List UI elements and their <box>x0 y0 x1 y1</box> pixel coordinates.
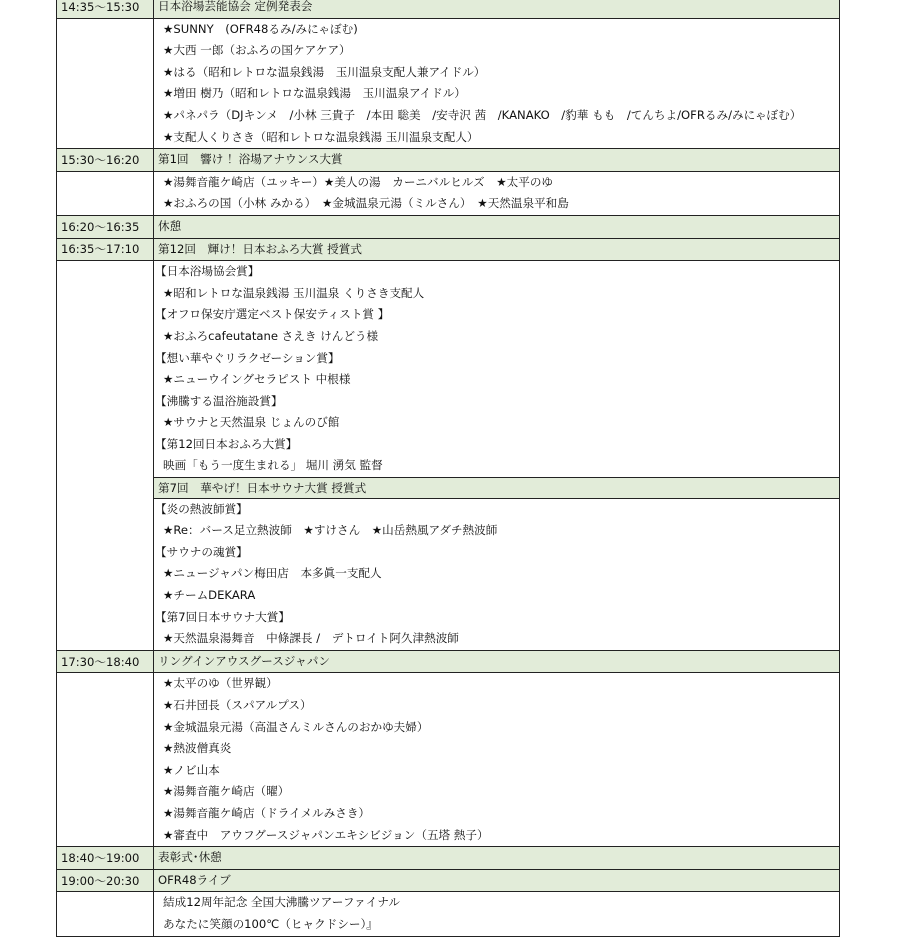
award-category: 【オフロ保安庁選定ベスト保安ティスト賞 】 <box>155 307 390 322</box>
schedule-header-row <box>56 216 840 239</box>
schedule-detail-row <box>56 261 840 651</box>
session-title: リングインアウスグースジャパン <box>158 653 330 668</box>
session-title: 第1回 響け ！浴場アナウンス大賞 <box>158 152 343 167</box>
detail-item: ★支配人くりさき（昭和レトロな温泉銭湯 玉川温泉支配人） <box>163 129 479 144</box>
session-title: 表彰式･休憩 <box>158 850 222 865</box>
session-title: 休憩 <box>158 218 182 233</box>
detail-item: ★石井団長（スパアルプス） <box>163 698 312 712</box>
detail-item: あなたに笑顔の100℃（ヒャクドシー）』 <box>163 916 378 931</box>
detail-item: ★熱波僧真炎 <box>163 741 232 756</box>
time-slot: 14:35～15:30 <box>57 0 154 18</box>
schedule-detail-row <box>56 673 840 847</box>
session-cell <box>154 847 839 869</box>
detail-item: ★SUNNY (OFR48るみ/みにゃぼむ) <box>163 21 358 36</box>
detail-cell <box>154 19 839 149</box>
detail-item: ★湯舞音龍ケ崎店（ユッキー）★美人の湯 カーニバルヒルズ ★太平のゆ <box>163 174 554 189</box>
detail-item: 映画「もう一度生まれる」 堀川 湧気 監督 <box>163 458 383 473</box>
award-category: 【第7回日本サウナ大賞】 <box>155 609 290 624</box>
detail-item: ★おふろの国（小林 みかる） ★金城温泉元湯（ミルさん） ★天然温泉平和島 <box>163 196 569 211</box>
award-category: 【沸騰する温浴施設賞】 <box>155 393 283 408</box>
time-slot: 15:30～16:20 <box>57 149 154 171</box>
detail-item: ★審査中 アウフグースジャパンエキシビジョン（五塔 熱子） <box>163 827 489 842</box>
detail-item: ★金城温泉元湯（高温さんミルさんのおかゆ夫婦） <box>163 719 429 734</box>
detail-item: 結成12周年記念 全国大沸騰ツアーファイナル <box>163 895 400 910</box>
detail-item: ★太平のゆ（世界観） <box>163 676 278 691</box>
schedule-detail-row <box>56 892 840 936</box>
session-title: 第12回 輝け！日本おふろ大賞 授賞式 <box>158 241 362 256</box>
schedule-header-row <box>56 149 840 172</box>
sub-session-title: 第7回 華やげ！日本サウナ大賞 授賞式 <box>154 477 839 499</box>
session-cell <box>154 149 839 171</box>
detail-item: ★天然温泉湯舞音 中條課長 / デトロイト阿久津熱波師 <box>163 631 459 646</box>
time-slot: 18:40～19:00 <box>57 847 154 869</box>
schedule-header-row <box>56 870 840 893</box>
detail-item: ★サウナと天然温泉 じょんのび館 <box>163 415 340 430</box>
detail-item: ★増田 樹乃（昭和レトロな温泉銭湯 玉川温泉アイドル） <box>163 86 466 101</box>
detail-cell <box>154 673 839 846</box>
schedule-header-row <box>56 0 840 19</box>
time-slot-empty <box>57 892 154 935</box>
session-cell <box>154 0 839 18</box>
detail-item: ★大西 一郎（おふろの国ケアケア） <box>163 43 351 58</box>
time-slot: 19:00～20:30 <box>57 870 154 892</box>
award-category: 【炎の熱波師賞】 <box>155 501 248 516</box>
session-cell <box>154 239 839 261</box>
session-cell <box>154 651 839 673</box>
award-category: 【日本浴場協会賞】 <box>155 264 260 279</box>
detail-item: ★ノビ山本 <box>163 762 220 777</box>
detail-item: ★湯舞音龍ケ崎店（ドライメルみさき） <box>163 805 371 820</box>
session-cell <box>154 216 839 238</box>
session-title: OFR48ライブ <box>158 872 231 887</box>
time-slot-empty <box>57 172 154 215</box>
award-category: 【サウナの魂賞】 <box>155 544 248 559</box>
detail-item: ★はる（昭和レトロな温泉銭湯 玉川温泉支配人兼アイドル） <box>163 64 486 79</box>
time-slot-empty <box>57 19 154 149</box>
detail-cell <box>154 892 839 935</box>
detail-item: ★パネパラ（DJキンメ /小林 三貴子 /本田 聡美 /安寺沢 茜 /KANAKO /豹華 もも /てんちよ/OFRるみ/みにゃぼむ） <box>163 107 802 122</box>
schedule-header-row <box>56 847 840 870</box>
schedule-detail-row <box>56 172 840 216</box>
schedule-header-row <box>56 651 840 674</box>
time-slot: 17:30～18:40 <box>57 651 154 673</box>
detail-item: ★ニューウイングセラピスト 中根様 <box>163 372 351 387</box>
detail-item: ★Re：バース足立熱波師 ★すけさん ★山岳熱風アダチ熱波師 <box>163 523 498 538</box>
award-category: 【想い華やぐリラクゼーション賞】 <box>155 350 340 365</box>
detail-item: ★おふろcafeutatane さえき けんどう様 <box>163 328 379 343</box>
time-slot: 16:20～16:35 <box>57 216 154 238</box>
schedule-detail-row <box>56 19 840 150</box>
session-cell <box>154 870 839 892</box>
detail-item: ★湯舞音龍ケ崎店（曜） <box>163 784 290 799</box>
detail-item: ★ニュージャパン梅田店 本多眞一支配人 <box>163 566 382 581</box>
award-category: 【第12回日本おふろ大賞】 <box>155 436 298 451</box>
detail-cell <box>154 172 839 215</box>
time-slot: 16:35～17:10 <box>57 239 154 261</box>
schedule-table <box>56 0 840 937</box>
time-slot-empty <box>57 261 154 650</box>
session-title: 日本浴場芸能協会 定例発表会 <box>158 0 313 13</box>
time-slot-empty <box>57 673 154 846</box>
detail-item: ★昭和レトロな温泉銭湯 玉川温泉 くりさき支配人 <box>163 285 425 300</box>
detail-cell <box>154 261 839 650</box>
schedule-header-row <box>56 239 840 262</box>
detail-item: ★チームDEKARA <box>163 588 256 603</box>
